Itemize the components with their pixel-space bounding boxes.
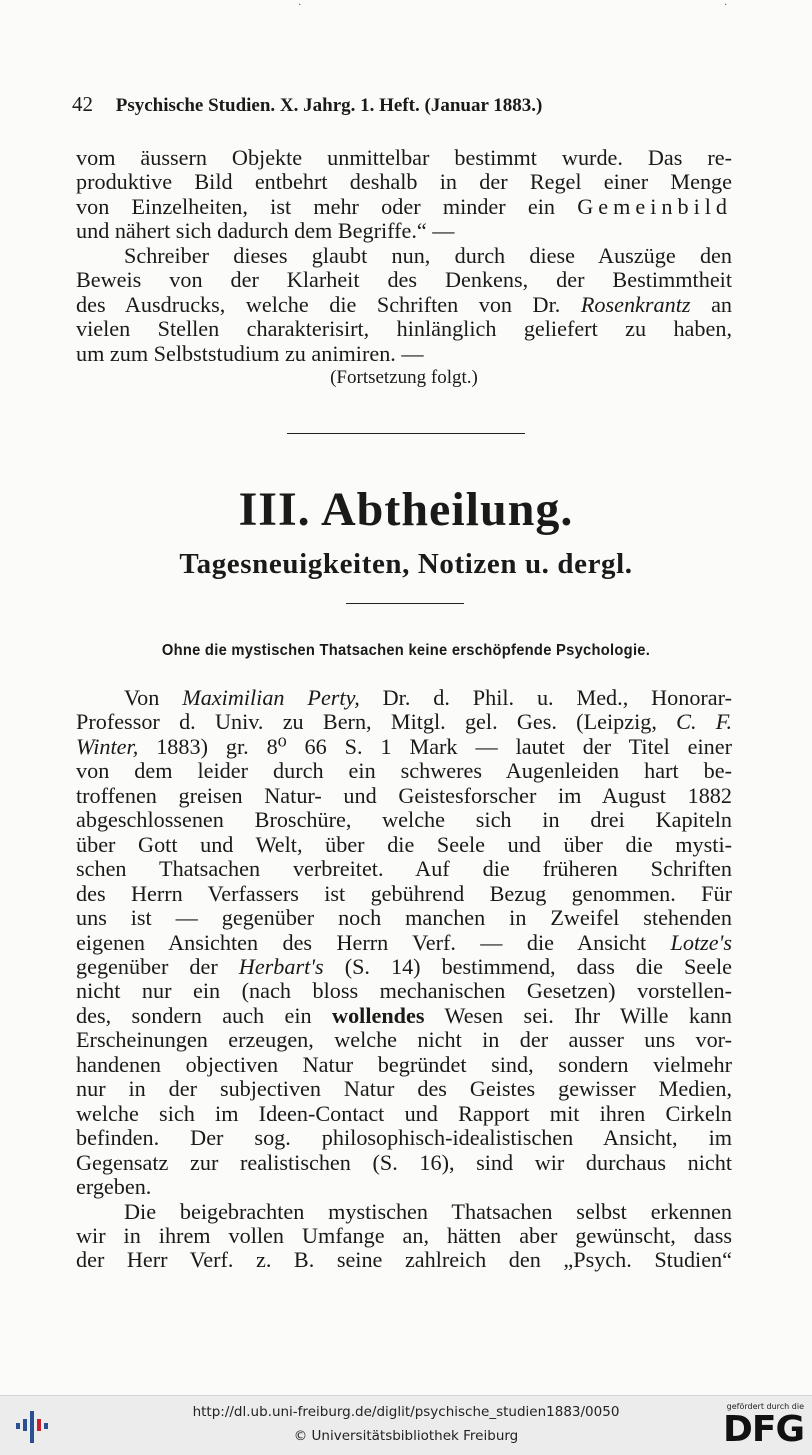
publisher-name: Winter,: [76, 733, 139, 759]
continuation-note: (Fortsetzung folgt.): [330, 367, 478, 389]
text-line: Erscheinungen erzeugen, welche nicht in der ausser uns vor-: [76, 1027, 732, 1053]
dfg-funding-text: gefördert durch die: [726, 1402, 804, 1411]
page-number: 42: [72, 92, 93, 116]
subsection-divider: [346, 603, 464, 604]
permalink-url[interactable]: http://dl.ub.uni-freiburg.de/diglit/psychische_studien1883/0050: [192, 1404, 620, 1420]
dfg-logo-text: DFG: [722, 1409, 804, 1450]
article-body: [76, 686, 732, 1273]
person-name: Lotze's: [670, 929, 732, 955]
text-line: Winter, 1883) gr. 8⁰ 66 S. 1 Mark — lautet der Titel einer: [76, 733, 733, 759]
text-line: Professor d. Univ. zu Bern, Mitgl. gel. Ges. (Leipzig, C. F.: [76, 709, 732, 735]
section-subtitle: Tagesneuigkeiten, Notizen u. dergl.: [179, 548, 633, 580]
text-line: des Herrn Verfassers ist gebührend Bezug genommen. Für: [76, 880, 732, 906]
text-line: eigenen Ansichten des Herrn Verf. — die Ansicht Lotze's: [76, 929, 732, 955]
text-line: handenen objectiven Natur begründet sind, sondern vielmehr: [76, 1051, 732, 1077]
scan-mark: ·: [724, 0, 728, 11]
section-divider: [287, 433, 525, 434]
text-line: von Einzelheiten, ist mehr oder minder ein Gemeinbild: [76, 193, 733, 219]
text-line: Von Maximilian Perty, Dr. d. Phil. u. Med., Honorar-: [124, 685, 732, 710]
emphasis-word: wollendes: [332, 1002, 425, 1028]
text-line: uns ist — gegenüber noch manchen in Zweifel stehenden: [76, 905, 732, 931]
text-line: vielen Stellen charakterisirt, hinlänglich geliefert zu haben,: [76, 316, 732, 342]
spaced-word: Gemeinbild: [577, 193, 733, 219]
running-title: Psychische Studien. X. Jahrg. 1. Heft. (Januar 1883.): [115, 95, 543, 116]
text-line: Die beigebrachten mystischen Thatsachen selbst erkennen: [124, 1198, 732, 1224]
text-line: produktive Bild entbehrt deshalb in der Regel einer Menge: [76, 169, 732, 195]
text-line: über Gott und Welt, über die Seele und über die mysti-: [76, 831, 732, 857]
text-line: welche sich im Ideen-Contact und Rapport mit ihren Cirkeln: [76, 1100, 732, 1126]
text-line: ergeben.: [76, 1174, 152, 1200]
text-line: Gegensatz zur realistischen (S. 16), sind wir durchaus nicht: [76, 1149, 732, 1175]
text-line: troffenen greisen Natur- und Geistesforscher im August 1882: [76, 782, 732, 808]
author-name: Maximilian Perty,: [182, 685, 360, 710]
text-line: befinden. Der sog. philosophisch-idealistischen Ansicht, im: [76, 1125, 732, 1151]
text-line: abgeschlossenen Broschüre, welche sich in drei Kapiteln: [76, 807, 732, 833]
text-line: vom äussern Objekte unmittelbar bestimmt wurde. Das re-: [76, 145, 732, 170]
dfg-logo[interactable]: [718, 1402, 804, 1450]
text-line: gegenüber der Herbart's (S. 14) bestimmend, dass die Seele: [76, 953, 733, 979]
text-line: und nähert sich dadurch dem Begriffe.“ —: [76, 218, 455, 244]
copyright-text: © Universitätsbibliothek Freiburg: [293, 1428, 519, 1444]
continuation-text: [76, 146, 732, 391]
viewer-footer: [0, 1395, 812, 1455]
text-line: schen Thatsachen verbreitet. Auf die früheren Schriften: [76, 856, 732, 882]
text-line: des Ausdrucks, welche die Schriften von Dr. Rosenkrantz an: [76, 291, 733, 317]
text-line: Schreiber dieses glaubt nun, durch diese Auszüge den: [124, 242, 732, 268]
text-line: der Herr Verf. z. B. seine zahlreich den „Psych. Studien“: [76, 1247, 732, 1273]
text-line: des, sondern auch ein wollendes Wesen sei. Ihr Wille kann: [76, 1002, 733, 1028]
text-line: um zum Selbststudium zu animiren. —: [76, 340, 424, 366]
publisher-name: C. F.: [676, 709, 732, 735]
text-line: nur in der subjectiven Natur des Geistes gewisser Medien,: [76, 1076, 732, 1102]
text-line: nicht nur ein (nach bloss mechanischen Gesetzen) vorstellen-: [76, 978, 732, 1004]
article-heading: Ohne die mystischen Thatsachen keine erschöpfende Psychologie.: [161, 642, 651, 659]
author-name: Rosenkrantz: [580, 291, 691, 317]
text-line: Beweis von der Klarheit des Denkens, der Bestimmtheit: [76, 267, 732, 293]
running-header: [72, 92, 736, 117]
text-line: wir in ihrem vollen Umfange an, hätten aber gewünscht, dass: [76, 1222, 732, 1248]
text-line: von dem leider durch ein schweres Augenleiden hart be-: [76, 758, 732, 784]
person-name: Herbart's: [238, 953, 324, 979]
section-title: III. Abtheilung.: [238, 483, 574, 536]
scan-mark: ·: [298, 0, 302, 11]
